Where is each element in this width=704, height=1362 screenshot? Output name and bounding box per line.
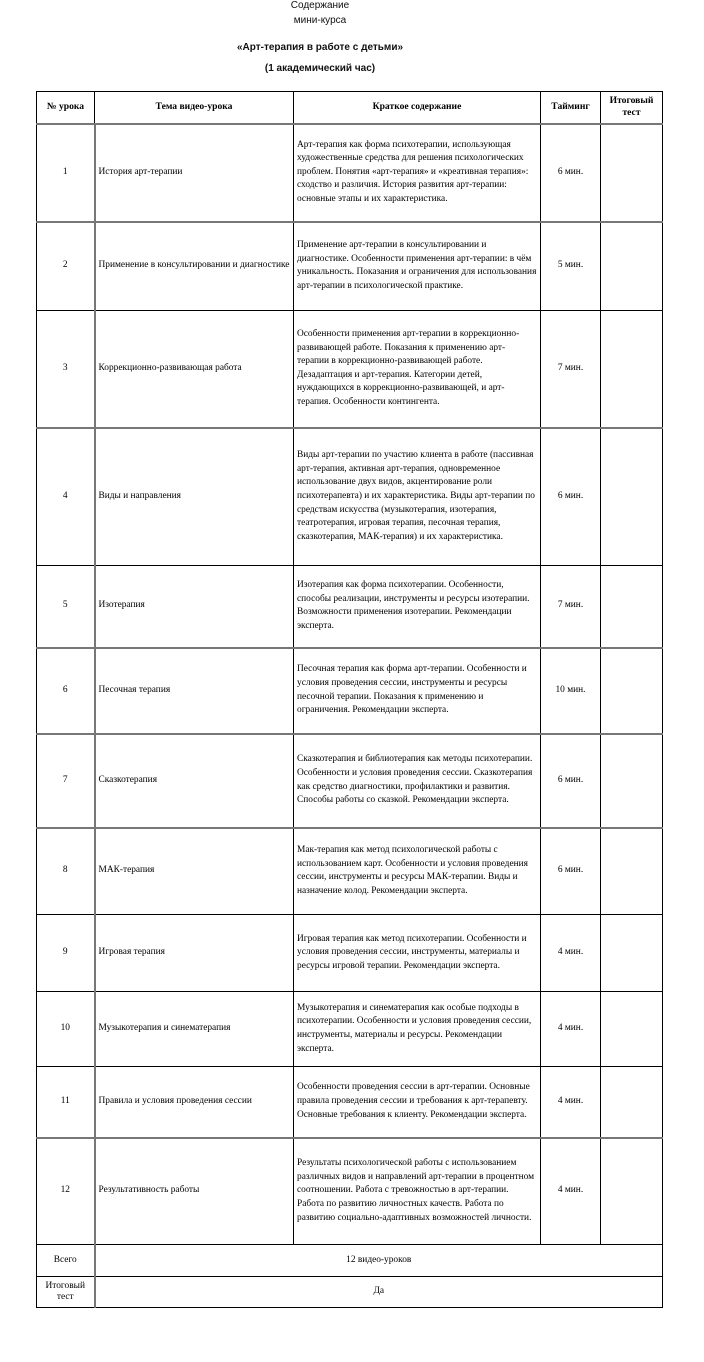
lesson-final-test — [601, 222, 663, 311]
heading-contents: Содержание — [290, 0, 350, 11]
lesson-number: 10 — [37, 992, 95, 1067]
table-row — [37, 428, 663, 566]
lesson-timing: 5 мин. — [541, 222, 601, 311]
lesson-topic: Музыкотерапия и синематерапия — [95, 992, 294, 1067]
table-row — [37, 311, 663, 428]
lesson-number: 2 — [37, 222, 95, 311]
lesson-timing: 4 мин. — [541, 1138, 601, 1245]
table-row — [37, 915, 663, 992]
table-row — [37, 124, 663, 222]
column-header-timing: Тайминг — [541, 92, 601, 124]
total-label: Всего — [37, 1245, 95, 1277]
lesson-final-test — [601, 124, 663, 222]
lesson-topic: Игровая терапия — [95, 915, 294, 992]
final-test-row — [37, 1277, 663, 1308]
lesson-number: 12 — [37, 1138, 95, 1245]
column-header-topic: Тема видео-урока — [95, 92, 294, 124]
lesson-final-test — [601, 428, 663, 566]
table-row — [37, 1138, 663, 1245]
lesson-summary: Особенности проведения сессии в арт-терапии. Основные правила проведения сессии и требования к арт-терапевту. Основные требования к клиенту. Рекомендации эксперта. — [294, 1067, 541, 1138]
table-header-row — [37, 92, 663, 124]
lesson-number: 5 — [37, 566, 95, 648]
lesson-timing: 4 мин. — [541, 992, 601, 1067]
lesson-summary: Особенности применения арт-терапии в коррекционно-развивающей работе. Показания к применению арт-терапии в коррекционно-развивающей работе. Дезадаптация и арт-терапия. Категории детей, нуждающихся в коррекционно-развивающей, и арт-терапия. Особенности контингента. — [294, 311, 541, 428]
lesson-topic: Применение в консультировании и диагностике — [95, 222, 294, 311]
total-value: 12 видео-уроков — [95, 1245, 663, 1277]
lesson-summary: Игровая терапия как метод психотерапии. Особенности и условия проведения сессии, инструменты, материалы и ресурсы игровой терапии. Рекомендации эксперта. — [294, 915, 541, 992]
lesson-topic: Результативность работы — [95, 1138, 294, 1245]
lesson-final-test — [601, 648, 663, 734]
lesson-timing: 6 мин. — [541, 828, 601, 915]
lesson-summary: Изотерапия как форма психотерапии. Особенности, способы реализации, инструменты и ресурсы изотерапии. Возможности применения изотерапии. Рекомендации эксперта. — [294, 566, 541, 648]
lesson-summary: Арт-терапия как форма психотерапии, использующая художественные средства для решения психологических проблем. Понятия «арт-терапия» и «креативная терапия»: сходство и различия. История развития арт-терапии: основные этапы и их характеристика. — [294, 124, 541, 222]
lesson-topic: Коррекционно-развивающая работа — [95, 311, 294, 428]
lesson-summary: Виды арт-терапии по участию клиента в работе (пассивная арт-терапия, активная арт-терапия, одновременное использование двух видов, акцентирование роли психотерапевта) и их характеристика. Виды арт-терапии по средствам искусства (музыкотерапия, изотерапия, театротерапия, игровая терапия, песочная терапия, сказкотерапия, МАК-терапия) и их характеристика. — [294, 428, 541, 566]
lesson-timing: 7 мин. — [541, 566, 601, 648]
final-test-value: Да — [95, 1277, 663, 1308]
table-row — [37, 734, 663, 828]
lesson-topic: Изотерапия — [95, 566, 294, 648]
lesson-final-test — [601, 734, 663, 828]
lesson-final-test — [601, 566, 663, 648]
lesson-timing: 6 мин. — [541, 124, 601, 222]
lesson-summary: Применение арт-терапии в консультировании и диагностике. Особенности применения арт-терапии: в чём уникальность. Показания и ограничения для использования арт-терапии в психологической практике. — [294, 222, 541, 311]
lesson-timing: 10 мин. — [541, 648, 601, 734]
lesson-topic: Сказкотерапия — [95, 734, 294, 828]
lesson-summary: Песочная терапия как форма арт-терапии. Особенности и условия проведения сессии, инструменты и ресурсы песочной терапии. Показания к применению и ограничения. Рекомендации эксперта. — [294, 648, 541, 734]
lesson-number: 1 — [37, 124, 95, 222]
table-row — [37, 992, 663, 1067]
final-test-label: Итоговый тест — [37, 1277, 95, 1308]
lesson-timing: 6 мин. — [541, 428, 601, 566]
course-duration: (1 академический час) — [264, 63, 376, 74]
lesson-final-test — [601, 992, 663, 1067]
lesson-summary: Сказкотерапия и библиотерапия как методы психотерапии. Особенности и условия проведения сессии. Сказкотерапия как средство диагностики, профилактики и развития. Способы работы со сказкой. Рекомендации эксперта. — [294, 734, 541, 828]
lesson-number: 11 — [37, 1067, 95, 1138]
lesson-final-test — [601, 311, 663, 428]
table-row — [37, 1067, 663, 1138]
course-title: «Арт-терапия в работе с детьми» — [236, 42, 404, 53]
lesson-number: 9 — [37, 915, 95, 992]
table-row — [37, 648, 663, 734]
total-row — [37, 1245, 663, 1277]
lesson-topic: Песочная терапия — [95, 648, 294, 734]
course-contents-table — [36, 91, 663, 1308]
lesson-final-test — [601, 915, 663, 992]
lesson-timing: 7 мин. — [541, 311, 601, 428]
lesson-topic: Виды и направления — [95, 428, 294, 566]
table-row — [37, 222, 663, 311]
lesson-topic: История арт-терапии — [95, 124, 294, 222]
lesson-final-test — [601, 828, 663, 915]
lesson-final-test — [601, 1138, 663, 1245]
lesson-topic: МАК-терапия — [95, 828, 294, 915]
lesson-timing: 4 мин. — [541, 915, 601, 992]
table-row — [37, 828, 663, 915]
table-row — [37, 566, 663, 648]
column-header-final-test: Итоговый тест — [601, 92, 663, 124]
column-header-number: № урока — [37, 92, 95, 124]
lesson-number: 3 — [37, 311, 95, 428]
lesson-final-test — [601, 1067, 663, 1138]
lesson-number: 7 — [37, 734, 95, 828]
lesson-summary: Мак-терапия как метод психологической работы с использованием карт. Особенности и условия проведения сессии, инструменты и ресурсы МАК-терапии. Виды и назначение колод. Рекомендации эксперта. — [294, 828, 541, 915]
lesson-topic: Правила и условия проведения сессии — [95, 1067, 294, 1138]
lesson-summary: Музыкотерапия и синематерапия как особые подходы в психотерапии. Особенности и условия проведения сессии, инструменты, материалы и ресурсы. Рекомендации эксперта. — [294, 992, 541, 1067]
column-header-summary: Краткое содержание — [294, 92, 541, 124]
lesson-timing: 4 мин. — [541, 1067, 601, 1138]
lesson-summary: Результаты психологической работы с использованием различных видов и направлений арт-терапии в процентном соотношении. Работа с тревожностью в арт-терапии. Работа по развитию личностных качеств. Работа по развитию социально-адаптивных возможностей личности. — [294, 1138, 541, 1245]
lesson-timing: 6 мин. — [541, 734, 601, 828]
heading-mini-course: мини-курса — [293, 15, 347, 26]
lesson-number: 6 — [37, 648, 95, 734]
lesson-number: 8 — [37, 828, 95, 915]
lesson-number: 4 — [37, 428, 95, 566]
